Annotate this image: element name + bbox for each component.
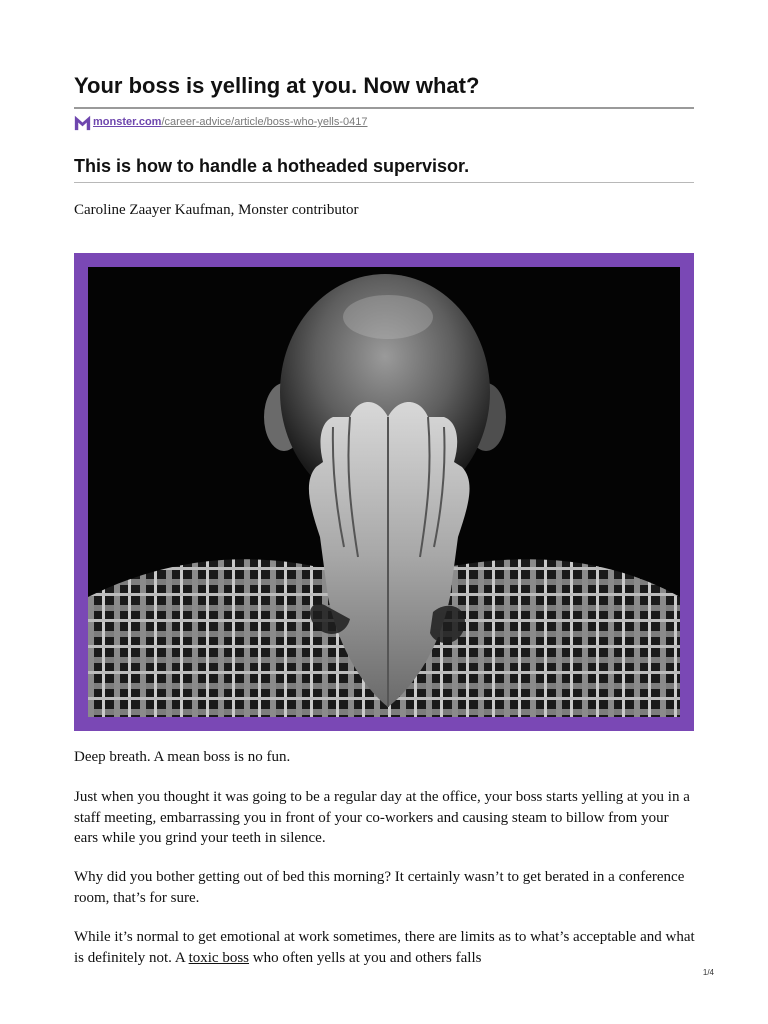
paragraph-3: Why did you bother getting out of bed this morning? It certainly wasn’t to get berated in a conference room, that’s for sure. <box>74 869 685 906</box>
toxic-boss-link[interactable]: toxic boss <box>188 949 250 966</box>
paragraph-4 <box>74 927 696 968</box>
paragraph-2: Just when you thought it was going to be a regular day at the office, your boss starts yelling at you in a staff meeting, embarrassing you in front of your co-workers and causing steam to billow from your ears while you grind your teeth in silence. <box>74 789 690 846</box>
photo-illustration <box>88 267 680 717</box>
monster-logo-icon <box>74 114 91 131</box>
paragraph-4-text-end: who often yells at you and others falls <box>249 949 482 966</box>
article-subtitle: This is how to handle a hotheaded supervisor. <box>74 156 470 176</box>
source-link[interactable] <box>74 112 368 132</box>
paragraph-4-text-start: While it’s normal to get emotional at work sometimes, there are limits as to what’s acceptable and what is definitely not. A <box>74 929 695 966</box>
author-byline: Caroline Zaayer Kaufman, Monster contributor <box>74 202 359 218</box>
article-title: Your boss is yelling at you. Now what? <box>74 73 480 98</box>
photo-frame <box>74 253 694 731</box>
page-number: 1/4 <box>702 968 714 977</box>
paragraph-1: Deep breath. A mean boss is no fun. <box>74 749 291 765</box>
source-path[interactable]: /career-advice/article/boss-who-yells-0417 <box>161 116 368 128</box>
subtitle-divider <box>74 182 694 183</box>
title-divider <box>74 107 694 109</box>
man-covering-face-photo <box>88 267 680 717</box>
source-domain[interactable]: monster.com <box>93 116 162 128</box>
